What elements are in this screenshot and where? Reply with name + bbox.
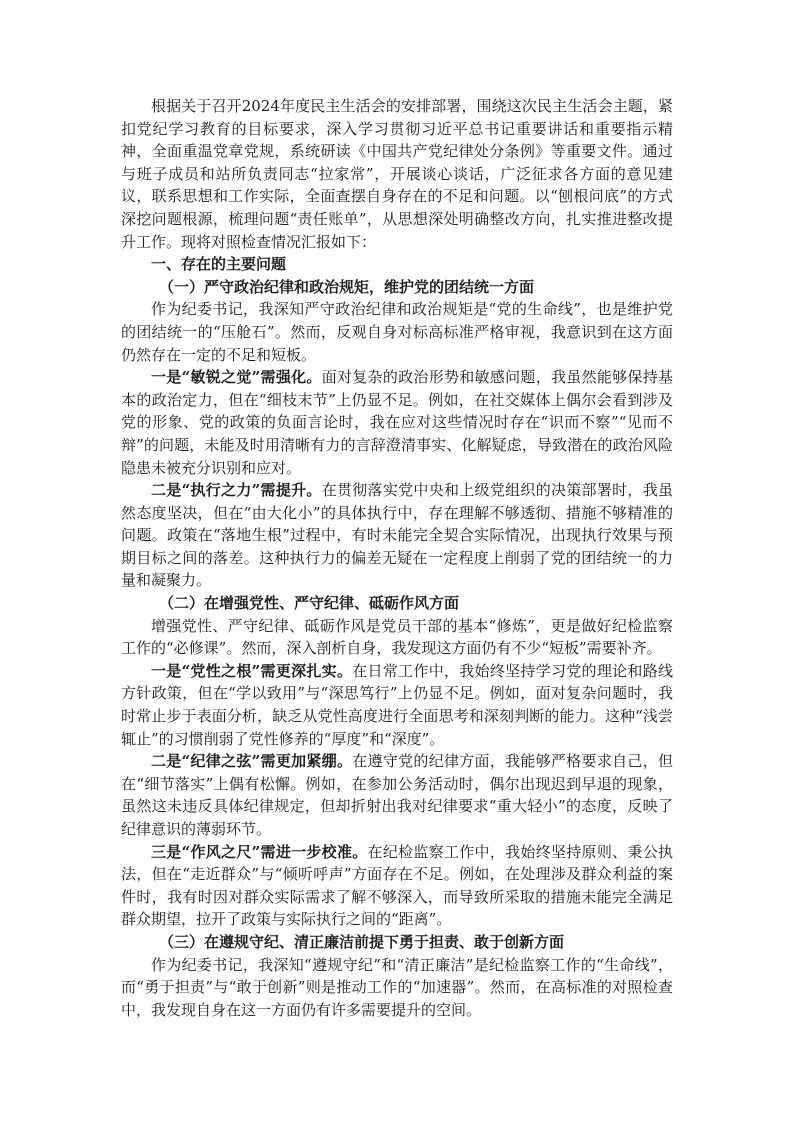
subsection-heading-2: （二）在增强党性、严守纪律、砥砺作风方面 (159, 594, 460, 613)
point-body: 面对复杂的政治形势和敏感问题，我虽然能够保持基本的政治定力，但在“细枝末节”上仍显不足。例如，在社交媒体上偶尔会看到涉及党的形象、党的政策的负面言论时，我在应对这些情况时存在“识而不察”“见而不辩”的问题，未能及时用清晰有力的言辞澄清事实、化解疑虑，导致潜在的政治风险隐患未被充分识别和应对。 (121, 368, 673, 477)
point-lead: 三是“作风之尺”需进一步校准。 (151, 842, 368, 861)
point-body: 在日常工作中，我始终坚持学习党的理论和路线方针政策，但在“学以致用”与“深思笃行”上仍显不足。例如，面对复杂问题时，我时常止步于表面分析，缺乏从党性高度进行全面思考和深刻判断的能力。这种“浅尝辄止”的习惯削弱了党性修养的“厚度”和“深度”。 (121, 661, 673, 748)
subsection-1-point-1 (121, 366, 673, 479)
point-body: 在贯彻落实党中央和上级党组织的决策部署时，我虽然态度坚决，但在“由大化小”的具体执行中，存在理解不够透彻、措施不够精准的问题。政策在“落地生根”过程中，有时未能完全契合实际情况，出现执行效果与预期目标之间的落差。这种执行力的偏差无疑在一定程度上削弱了党的团结统一的力量和凝聚力。 (121, 481, 673, 590)
point-body: 在遵守党的纪律方面，我能够严格要求自己，但在“细节落实”上偶有松懈。例如，在参加公务活动时，偶尔出现迟到早退的现象，虽然这未违反具体纪律规定，但却折射出我对纪律要求“重大轻小”的态度，反映了纪律意识的薄弱环节。 (121, 752, 673, 838)
subsection-3-intro: 作为纪委书记，我深知“遵规守纪”和“清正廉洁”是纪检监察工作的“生命线”，而“勇于担责”与“敢于创新”则是推动工作的“加速器”。然而，在高标准的对照检查中，我发现自身在这一方面仍有许多需要提升的空间。 (121, 955, 673, 1019)
subsection-heading-3: （三）在遵规守纪、清正廉洁前提下勇于担责、敢于创新方面 (159, 932, 565, 951)
subsection-2-point-3 (121, 841, 673, 931)
section-heading: 一、存在的主要问题 (151, 255, 287, 274)
subsection-2-point-2 (121, 750, 673, 840)
point-lead: 二是“执行之力”需提升。 (151, 481, 322, 500)
subsection-1-point-2 (121, 479, 673, 592)
subsection-2-intro: 增强党性、严守纪律、砥砺作风是党员干部的基本“修炼”，更是做好纪检监察工作的“必修课”。然而，深入剖析自身，我发现这方面仍有不少“短板”需要补齐。 (121, 616, 673, 658)
point-lead: 二是“纪律之弦”需更加紧绷。 (151, 752, 353, 771)
subsection-2-point-1 (121, 660, 673, 750)
point-lead: 一是“党性之根”需更深扎实。 (151, 661, 353, 680)
subsection-heading-1: （一）严守政治纪律和政治规矩，维护党的团结统一方面 (159, 277, 535, 296)
subsection-1-intro: 作为纪委书记，我深知严守政治纪律和政治规矩是“党的生命线”，也是维护党的团结统一的“压舱石”。然而，反观自身对标高标准严格审视，我意识到在这方面仍然存在一定的不足和短板。 (121, 300, 673, 364)
point-lead: 一是“敏锐之觉”需强化。 (151, 368, 322, 387)
document-page (121, 95, 673, 1021)
point-body: 在纪检监察工作中，我始终坚持原则、秉公执法，但在“走近群众”与“倾听呼声”方面存在不足。例如，在处理涉及群众利益的案件时，我有时因对群众实际需求了解不够深入，而导致所采取的措施未能完全满足群众期望，拉开了政策与实际执行之间的“距离”。 (121, 842, 673, 929)
intro-paragraph: 根据关于召开2024年度民主生活会的安排部署，围绕这次民主生活会主题，紧扣党纪学习教育的目标要求，深入学习贯彻习近平总书记重要讲话和重要指示精神，全面重温党章党规，系统研读《中国共产党纪律处分条例》等重要文件。通过与班子成员和站所负责同志“拉家常”，开展谈心谈话，广泛征求各方面的意见建议，联系思想和工作实际，全面查摆自身存在的不足和问题。以“刨根问底”的方式深挖问题根源，梳理问题“责任账单”，从思想深处明确整改方向，扎实推进整改提升工作。现将对照检查情况汇报如下： (121, 97, 673, 251)
